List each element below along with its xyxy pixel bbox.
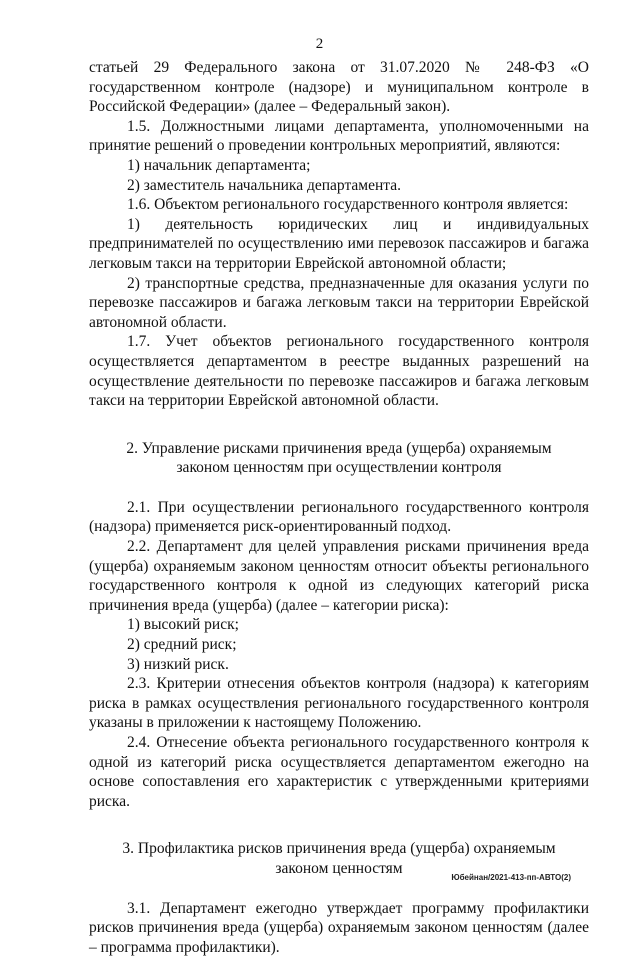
paragraph-2-4: 2.4. Отнесение объекта регионального государственного контроля к одной из категорий риска осуществляется департаментом ежегодно на основе сопоставления его характеристик с утвержденными критериями риска. — [89, 734, 589, 810]
paragraph-3-1: 3.1. Департамент ежегодно утверждает программу профилактики рисков причинения вреда (ущерба) охраняемым законом ценностям (далее – программа профилактики). — [89, 899, 589, 956]
document-code-footer: Юбейнан/2021-413-пп-АВТО(2) — [451, 873, 571, 882]
page-number: 2 — [315, 36, 324, 52]
document-body — [89, 58, 589, 957]
list-item: 2) транспортные средства, предназначенные для оказания услуги по перевозке пассажиров и багажа легковым такси на территории Еврейской автономной области. — [89, 274, 589, 331]
paragraph-1-7: 1.7. Учет объектов регионального государственного контроля осуществляется департаментом в реестре выданных разрешений на осуществление деятельности по перевозке пассажиров и багажа легковым такси на территории Еврейской автономной области. — [89, 333, 589, 410]
paragraph-2-3: 2.3. Критерии отнесения объектов контроля (надзора) к категориям риска в рамках осуществления регионального государственного контроля указаны в приложении к настоящему Положению. — [89, 675, 589, 732]
section-heading-2: 2. Управление рисками причинения вреда (ущерба) охраняемым законом ценностям при осуществлении контроля — [126, 439, 552, 477]
list-item: 3) низкий риск. — [127, 655, 229, 673]
list-item: 1) начальник департамента; — [127, 156, 311, 174]
paragraph-2-1: 2.1. При осуществлении регионального государственного контроля (надзора) применяется риск-ориентированный подход. — [89, 498, 589, 536]
list-item: 1) высокий риск; — [127, 616, 239, 634]
list-item: 2) заместитель начальника департамента. — [127, 176, 401, 194]
list-item: 1) деятельность юридических лиц и индивидуальных предпринимателей по осуществлению ими перевозок пассажиров и багажа легковым такси на территории Еврейской автономной области; — [89, 215, 589, 272]
paragraph-1-5: 1.5. Должностными лицами департамента, уполномоченными на принятие решений о проведении контрольных мероприятий, являются: — [89, 117, 589, 155]
paragraph-2-2: 2.2. Департамент для целей управления рисками причинения вреда (ущерба) охраняемым законом ценностям относит объекты регионального государственного контроля к одной из следующих категорий риска причинения вреда (ущерба) (далее – категории риска): — [89, 538, 589, 614]
paragraph-continuation: статьей 29 Федерального закона от 31.07.2020 № 248-ФЗ «О государственном контроле (надзоре) и муниципальном контроле в Российской Федерации» (далее – Федеральный закон). — [89, 59, 589, 116]
list-item: 2) средний риск; — [127, 636, 237, 654]
section-heading-3: 3. Профилактика рисков причинения вреда (ущерба) охраняемым законом ценностям — [122, 840, 556, 877]
paragraph-1-6: 1.6. Объектом регионального государственного контроля является: — [127, 196, 569, 214]
